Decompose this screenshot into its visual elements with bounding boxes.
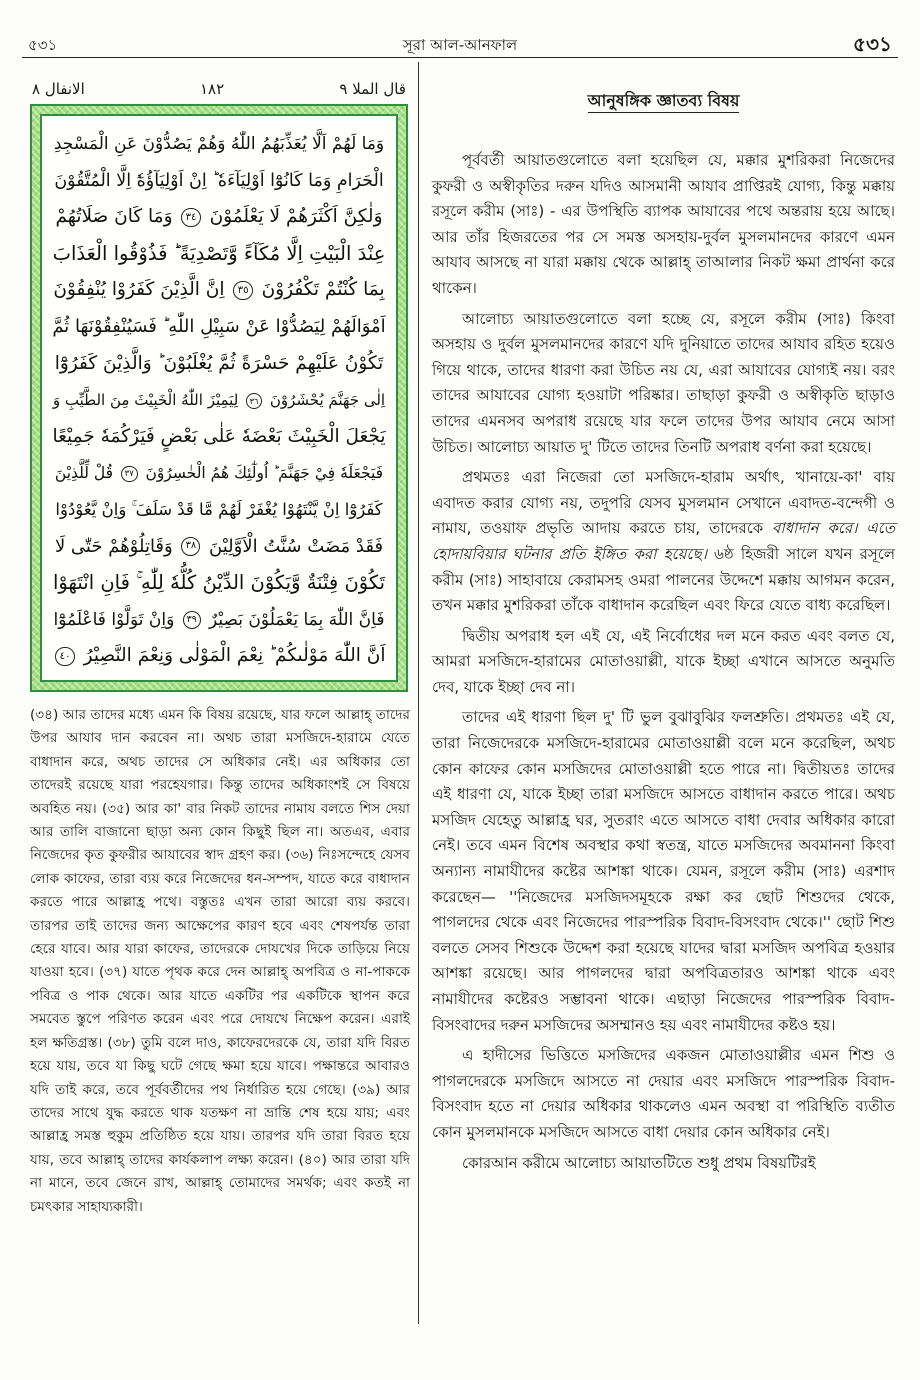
- arabic-line: [52, 199, 386, 236]
- arabic-text: بِمَا كُنْتُمْ تَكْفُرُوْنَ: [261, 279, 385, 301]
- arabic-text: فَاِنَّ اللّٰهَ بِمَا يَعْمَلُوْنَ بَصِيْرٌ: [209, 609, 385, 630]
- paragraph-text: কোরআন করীমে আলোচ্য আয়াতটিতে শুধু প্রথম বিষয়টিরই: [462, 1153, 816, 1172]
- arabic-running-header: [32, 76, 406, 102]
- arabic-text: يَجْعَلَ الْخَبِيْثَ بَعْضَهٗ عَلٰى بَعْضٍ فَيَرْكُمَهٗ جَمِيْعًا: [52, 425, 386, 447]
- quran-text-box: [40, 114, 398, 682]
- ayah-number-marker: ٣٤: [181, 208, 200, 227]
- paragraph-text: আলোচ্য আয়াতগুলোতে বলা হচ্ছে যে, রসূলে করীম (সাঃ) কিংবা অসহায় ও দুর্বল মুসলমানদের কারণে যদি দুনিয়াতে তাদের আযাব রহিত হয়েও গিয়ে থাকে, তাদের ধারণা করা উচিত নয় যে, এরা আযাবের যোগ্যই নয়। বরং তাদের আযাবের যোগ্য হওয়াটা পরিষ্কার। তাছাড়া কুফরী ও অস্বীকৃতি ছাড়াও তাদের এমনসব অপরাধ রয়েছে যার ফলে তাদের উপর আযাব নেমে আসা উচিত। আলোচ্য আয়াত দু' টিতে তাদের তিনটি অপরাধ বর্ণনা করা হয়েছে।: [432, 309, 895, 456]
- arabic-line: [52, 126, 386, 163]
- commentary-paragraph: [432, 1043, 895, 1145]
- page-number-right: ৫৩১: [853, 32, 892, 56]
- commentary-title: [432, 88, 895, 115]
- commentary-body: [432, 148, 895, 1320]
- arabic-line: [52, 272, 386, 309]
- quran-text-frame: [30, 104, 408, 692]
- ayah-number-marker: ٣٦: [246, 393, 262, 409]
- arabic-text: كَفَرُوْٓا اِنْ يَّنْتَهُوْا يُغْفَرْ لَهُمْ مَّا قَدْ سَلَفَ ۚ وَاِنْ يَّعُوْدُوْا: [55, 499, 383, 519]
- arabic-line: [52, 455, 386, 492]
- commentary-paragraph: [432, 1151, 895, 1177]
- arabic-text: اِنَّ الَّذِيْنَ كَفَرُوْا يُنْفِقُوْنَ: [53, 279, 225, 301]
- paragraph-text: দ্বিতীয় অপরাধ হল এই যে, এই নির্বোধের দল মনে করত এবং বলত যে, আমরা মসজিদে-হারামের মোতাওয়াল্লী, যাকে ইচ্ছা এখানে আসতে অনুমতি দেব, যাকে ইচ্ছা দেব না।: [432, 626, 895, 696]
- arabic-line: [52, 419, 386, 456]
- paragraph-text: প্রথমতঃ এরা নিজেরা তো মসজিদে-হারাম অর্থাৎ, খানায়ে-কা' বায় এবাদত করার যোগ্য নয়, তদুপরি যেসব মুসলমান সেখানে এবাদত-বন্দেগী ও নামায, তওয়াফ প্রভৃতি আদায় করতে চায়, তাদেরকে: [432, 468, 895, 538]
- ayah-number-marker: ٤٠: [55, 647, 74, 666]
- column-divider: [418, 62, 419, 1324]
- header-rule: [22, 57, 898, 58]
- arabic-line: [52, 565, 386, 602]
- paragraph-text: এ হাদীসের ভিত্তিতে মসজিদের একজন মোতাওয়াল্লীর এমন শিশু ও পাগলদেরকে মসজিদে আসতে না দেয়ার এবং মসজিদে পারস্পরিক বিবাদ-বিসংবাদ হতে না দেয়ার অধিকার থাকলেও এমন অবস্থা বা পরিস্থিতি ব্যতীত কোন মুসলমানকে মসজিদে আসতে বাধা দেয়ার কোন অধিকার নেই।: [432, 1046, 895, 1141]
- ayah-number-marker: ٣٥: [233, 281, 252, 300]
- commentary-paragraph: [432, 624, 895, 701]
- emphasized-text: বাধাদান করে। এতে হোদায়বিয়ার ঘটনার প্রতি ইঙ্গিত করা হয়েছে।: [432, 519, 895, 563]
- bengali-translation: (৩৪) আর তাদের মধ্যে এমন কি বিষয় রয়েছে, যার ফলে আল্লাহ্ তাদের উপর আযাব দান করবেন না। অথচ তারা মসজিদে-হারামে যেতে বাধাদান করে, অথচ তাদের সে অধিকার নেই। এর অধিকার তো তাদেরই রয়েছে যারা পরহেযগার। কিন্তু তাদের অধিকাংশই সে বিষয়ে অবহিত নয়। (৩৫) আর কা' বার নিকট তাদের নামায বলতে শিস দেয়া আর তালি বাজানো ছাড়া অন্য কোন কিছুই ছিল না। অতএব, এবার নিজেদের কৃত কুফরীর আযাবের স্বাদ গ্রহণ কর। (৩৬) নিঃসন্দেহে যেসব লোক কাফের, তারা ব্যয় করে নিজেদের ধন-সম্পদ, যাতে করে বাধাদান করতে পারে আল্লাহ্র পথে। বস্তুতঃ এখন তারা আরো ব্যয় করবে। তারপর তাই তাদের জন্য আক্ষেপের কারণ হবে এবং শেষপর্যন্ত তারা হেরে যাবে। আর যারা কাফের, তাদেরকে দোযখের দিকে তাড়িয়ে নিয়ে যাওয়া হবে। (৩৭) যাতে পৃথক করে দেন আল্লাহ্ অপবিত্র ও না-পাককে পবিত্র ও পাক থেকে। আর যাতে একটির পর একটিকে স্থাপন করে সমবেত স্তুপে পরিণত করেন এবং পরে দোযখে নিক্ষেপ করেন। এরাই হল ক্ষতিগ্রস্ত। (৩৮) তুমি বলে দাও, কাফেরদেরকে যে, তারা যদি বিরত হয়ে যায়, তবে যা কিছু ঘটে গেছে ক্ষমা হয়ে যাবে। পক্ষান্তরে আবারও যদি তাই করে, তবে পূর্ববর্তীদের পথ নির্ধারিত হয়ে গেছে। (৩৯) আর তাদের সাথে যুদ্ধ করতে থাক যতক্ষণ না ভ্রান্তি শেষ হয়ে যায়; এবং আল্লাহ্র সমস্ত হুকুম প্রতিষ্ঠিত হয়ে যায়। তারপর যদি তারা বিরত হয়ে যায়, তবে আল্লাহ্ তাদের কার্যকলাপ লক্ষ্য করেন। (৪০) আর তারা যদি না মানে, তবে জেনে রাখ, আল্লাহ্ তোমাদের সমর্থক; এবং কতই না চমৎকার সাহায্যকারী।: [30, 707, 410, 1215]
- ayah-number-marker: ٣٨: [181, 537, 200, 556]
- ayah-number-marker: ٣٩: [183, 611, 201, 629]
- arabic-juz-label: قال الملا ٩: [339, 80, 406, 98]
- arabic-line: [52, 236, 386, 273]
- page-number-left: ৫৩১: [28, 36, 58, 54]
- arabic-text: الْحَرَامِ وَمَا كَانُوْٓا اَوْلِيَآءَهٗ ؕ اِنْ اَوْلِيَآؤُهٗٓ اِلَّا الْمُتَّقُوْنَ: [54, 170, 384, 191]
- arabic-text: وَاِنْ تَوَلَّوْا فَاعْلَمُوْٓا: [53, 609, 175, 630]
- running-header-title: সূরা আল-আনফাল: [402, 36, 518, 54]
- arabic-text: وَمَا لَهُمْ اَلَّا يُعَذِّبَهُمُ اللّٰهُ وَهُمْ يَصُدُّوْنَ عَنِ الْمَسْجِدِ: [53, 134, 385, 154]
- paragraph-text: তাদের এই ধারণা ছিল দু' টি ভুল বুঝাবুঝির ফলশ্রুতি। প্রথমতঃ এই যে, তারা নিজেদেরকে মসজিদে-হারামের মোতাওয়াল্লী বলে মনে করেছিল, অথচ কোন কাফের কোন মসজিদের মোতাওয়াল্লী হতে পারে না। দ্বিতীয়তঃ তাদের এই ধারণা যে, যাকে ইচ্ছা তারা মসজিদে আসতে বাধাদান করতে পারে। অথচ মসজিদ যেহেতু আল্লাহ্র ঘর, সুতরাং এতে আসতে বাধা দেবার অধিকার কারো নেই। তবে এমন বিশেষ অবস্থার কথা স্বতন্ত্র, যাতে মসজিদের অবমাননা কিংবা অন্যান্য নামাযীদের কষ্টের আশঙ্কা থাকে। যেমন, রসূলে করীম (সাঃ) এরশাদ করেছেন— ''নিজেদের মসজিদসমূহকে রক্ষা কর ছোট শিশুদের থেকে, পাগলদের থেকে এবং নিজেদের পারস্পরিক বিবাদ-বিসংবাদ থেকে।'' ছোট শিশু বলতে সেসব শিশুকে উদ্দেশ করা হয়েছে যাদের দ্বারা মসজিদ অপবিত্র হওয়ার আশঙ্কা রয়েছে। আর পাগলদের দ্বারা অপবিত্রতারও আশঙ্কা থাকে এবং নামাযীদের কষ্টেরও সম্ভাবনা থাকে। এছাড়া নিজেদের পারস্পরিক বিবাদ-বিসংবাদের দরুন মসজিদের অসম্মানও হয় এবং নামাযীদের কষ্টও হয়।: [432, 708, 895, 1034]
- paragraph-text: পূর্ববর্তী আয়াতগুলোতে বলা হয়েছিল যে, মক্কার মুশরিকরা নিজেদের কুফরী ও অস্বীকৃতির দরুন যদিও আসমানী আযাব প্রাপ্তিরই যোগ্য, কিন্তু মক্কায় রসূলে করীম (সাঃ) - এর উপস্থিতি ব্যাপক আযাবের পথে অন্তরায় হয়ে আছে। আর তাঁর হিজরতের পর সে সমস্ত অসহায়-দুর্বল মুসলমানদের কারণে এমন আযাব আসছে না যারা মক্কায় থেকে আল্লাহ্ তাআলার নিকট ক্ষমা প্রার্থনা করে থাকেন।: [432, 151, 895, 297]
- arabic-line: [52, 346, 386, 383]
- commentary-paragraph: [432, 307, 895, 461]
- arabic-surah-label: الانفال ٨: [32, 80, 85, 98]
- arabic-text: فَقَدْ مَضَتْ سُنَّتُ الْاَوَّلِيْنَ: [209, 535, 384, 557]
- arabic-line: [52, 309, 386, 346]
- arabic-line: [52, 602, 386, 639]
- commentary-paragraph: [432, 705, 895, 1038]
- arabic-line: [52, 529, 386, 566]
- arabic-text: تَكُوْنُ عَلَيْهِمْ حَسْرَةً ثُمَّ يُغْلَبُوْنَ ؕ وَالَّذِيْنَ كَفَرُوْٓا: [54, 352, 384, 374]
- arabic-text: فَيَجْعَلَهٗ فِيْ جَهَنَّمَ ؕ اُولٰٓئِكَ هُمُ الْخٰسِرُوْنَ: [145, 464, 384, 483]
- arabic-text: عِنْدَ الْبَيْتِ اِلَّا مُكَآءً وَّتَصْدِيَةً ؕ فَذُوْقُوا الْعَذَابَ: [52, 241, 386, 265]
- arabic-page-number: ١٨٢: [200, 80, 225, 98]
- paragraph-text: ৬ষ্ঠ হিজরী সালে যখন রসূলে করীম (সাঃ) সাহাবায়ে কেরামসহ ওমরা পালনের উদ্দেশে মক্কায় আগমন করেন, তখন মক্কার মুশরিকরা তাঁকে বাধাদান করেছিল এবং ফিরে যেতে বাধ্য করেছিল।: [432, 544, 895, 615]
- arabic-text: اِلٰى جَهَنَّمَ يُحْشَرُوْنَ: [269, 391, 386, 410]
- arabic-text: وَقَاتِلُوْهُمْ حَتّٰى لَا: [54, 535, 173, 557]
- commentary-title-text: আনুষঙ্গিক জ্ঞাতব্য বিষয়: [588, 91, 740, 113]
- arabic-text: اَمْوَالَهُمْ لِيَصُدُّوْا عَنْ سَبِيْلِ اللّٰهِ ؕ فَسَيُنْفِقُوْنَهَا ثُمَّ: [52, 315, 386, 337]
- arabic-text: اَنَّ اللّٰهَ مَوْلٰىكُمْ ؕ نِعْمَ الْمَوْلٰى وَنِعْمَ النَّصِيْرُ: [83, 645, 386, 667]
- arabic-text: لِيَمِيْزَ اللّٰهُ الْخَبِيْثَ مِنَ الطَّيِّبِ وَ: [52, 391, 239, 410]
- arabic-line: [52, 163, 386, 200]
- commentary-paragraph: [432, 148, 895, 302]
- arabic-line: [52, 492, 386, 529]
- ayah-number-marker: ٣٧: [121, 466, 137, 482]
- arabic-text: قُلْ لِّلَّذِيْنَ: [54, 464, 114, 483]
- arabic-line: [52, 382, 386, 419]
- arabic-text: وَلٰكِنَّ اَكْثَرَهُمْ لَا يَعْلَمُوْنَ: [209, 206, 383, 228]
- commentary-paragraph: [432, 465, 895, 619]
- arabic-line: [52, 638, 386, 675]
- arabic-text: وَمَا كَانَ صَلَاتُهُمْ: [55, 206, 173, 228]
- arabic-text: تَكُوْنَ فِتْنَةٌ وَّيَكُوْنَ الدِّيْنُ كُلُّهٗ لِلّٰهِ ۚ فَاِنِ انْتَهَوْا: [52, 571, 386, 595]
